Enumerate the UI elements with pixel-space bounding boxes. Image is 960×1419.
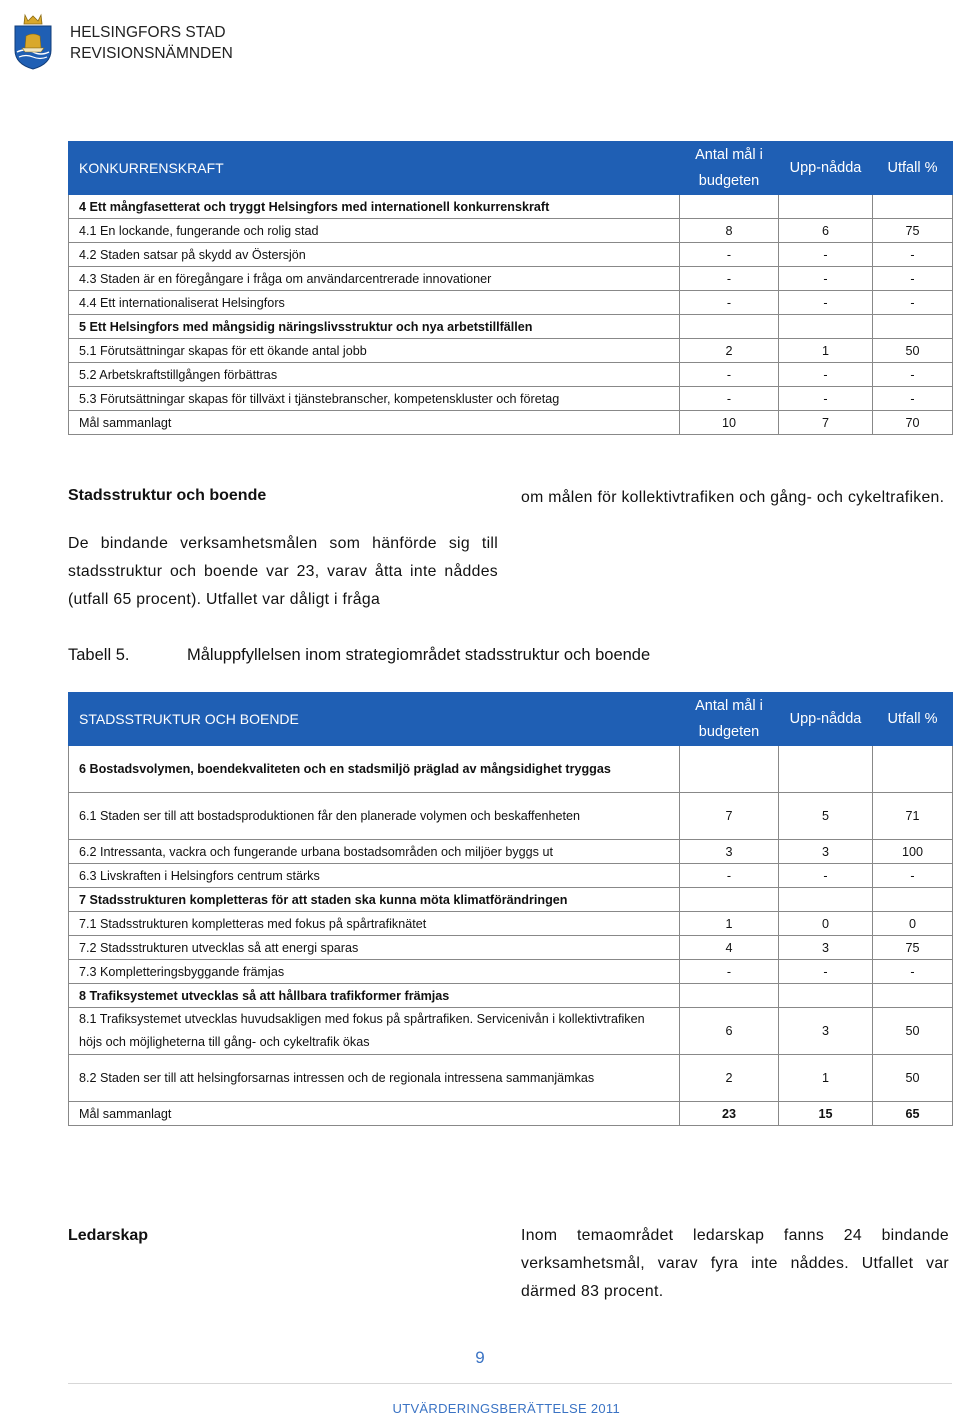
cell-achieved: - xyxy=(779,387,873,411)
cell-outcome: 50 xyxy=(873,1008,953,1055)
goal-label: 7.1 Stadsstrukturen kompletteras med fokus på spårtrafiknätet xyxy=(69,912,680,936)
table-row xyxy=(69,912,953,936)
cell-outcome: - xyxy=(873,363,953,387)
col-header-achieved: Upp-nådda xyxy=(779,142,873,195)
table-row xyxy=(69,1008,953,1055)
cell-budget: 10 xyxy=(680,411,779,435)
goal-label: 4.3 Staden är en föregångare i fråga om användarcentrerade innovationer xyxy=(69,267,680,291)
cell-budget: - xyxy=(680,267,779,291)
table-row xyxy=(69,960,953,984)
cell-budget: 2 xyxy=(680,339,779,363)
table-row xyxy=(69,243,953,267)
cell-achieved: 7 xyxy=(779,411,873,435)
cell-achieved: - xyxy=(779,960,873,984)
total-label: Mål sammanlagt xyxy=(69,1102,680,1126)
paragraph-stadsstruktur-right: om målen för kollektivtrafiken och gång- och cykeltrafiken. xyxy=(521,489,945,506)
cell-achieved: - xyxy=(779,864,873,888)
cell-budget: - xyxy=(680,243,779,267)
table-row xyxy=(69,746,953,793)
goal-label: 4.1 En lockande, fungerande och rolig stad xyxy=(69,219,680,243)
cell-achieved: 3 xyxy=(779,936,873,960)
section-heading-ledarskap: Ledarskap xyxy=(68,1227,149,1244)
goal-label: 7.2 Stadsstrukturen utvecklas så att energi sparas xyxy=(69,936,680,960)
table-caption-label: Tabell 5. xyxy=(68,646,130,664)
goal-label: 4.4 Ett internationaliserat Helsingfors xyxy=(69,291,680,315)
table-row xyxy=(69,195,953,219)
col-header-budget: Antal mål i budgeten xyxy=(680,693,779,746)
page-number: 9 xyxy=(475,1348,485,1367)
paragraph-stadsstruktur-left: De bindande verksamhetsmålen som hänförde sig till stadsstruktur och boende var 23, varav åtta inte nåddes (utfall 65 procent). Utfallet var dåligt i fråga xyxy=(68,535,498,608)
goal-label: 4 Ett mångfasetterat och tryggt Helsingfors med internationell konkurrenskraft xyxy=(69,195,680,219)
cell-achieved: - xyxy=(779,363,873,387)
cell-outcome: 71 xyxy=(873,793,953,840)
table-row xyxy=(69,888,953,912)
goal-label: 6.2 Intressanta, vackra och fungerande urbana bostadsområden och miljöer byggs ut xyxy=(69,840,680,864)
table-row xyxy=(69,864,953,888)
table-konkurrenskraft xyxy=(68,141,953,435)
cell-achieved: 6 xyxy=(779,219,873,243)
cell-budget: 1 xyxy=(680,912,779,936)
cell-outcome: - xyxy=(873,960,953,984)
table-row xyxy=(69,984,953,1008)
table-row xyxy=(69,339,953,363)
cell-outcome: 0 xyxy=(873,912,953,936)
cell-budget: - xyxy=(680,960,779,984)
table-row xyxy=(69,840,953,864)
cell-achieved: 3 xyxy=(779,1008,873,1055)
cell-budget: - xyxy=(680,363,779,387)
table-row xyxy=(69,219,953,243)
cell-achieved: - xyxy=(779,291,873,315)
cell-outcome: 75 xyxy=(873,219,953,243)
table-stadsstruktur xyxy=(68,692,953,1126)
goal-label: 5.1 Förutsättningar skapas för ett ökande antal jobb xyxy=(69,339,680,363)
cell-budget: - xyxy=(680,864,779,888)
org-line-board: REVISIONSNÄMNDEN xyxy=(70,45,233,62)
cell-outcome: 75 xyxy=(873,936,953,960)
paragraph-ledarskap: Inom temaområdet ledarskap fanns 24 bindande verksamhetsmål, varav fyra inte nåddes. Utfallet var därmed 83 procent. xyxy=(521,1227,949,1300)
cell-achieved: - xyxy=(779,267,873,291)
cell-achieved: - xyxy=(779,243,873,267)
goal-label: 5.3 Förutsättningar skapas för tillväxt i tjänstebranscher, kompetenskluster och företag xyxy=(69,387,680,411)
cell-outcome: 50 xyxy=(873,339,953,363)
cell-outcome: - xyxy=(873,267,953,291)
cell-budget: - xyxy=(680,387,779,411)
col-header-budget: Antal mål i budgeten xyxy=(680,142,779,195)
cell-budget: - xyxy=(680,291,779,315)
cell-achieved: 1 xyxy=(779,1055,873,1102)
table-header-row xyxy=(69,693,953,746)
cell-budget: 23 xyxy=(680,1102,779,1126)
cell-outcome: 50 xyxy=(873,1055,953,1102)
goal-label: 7 Stadsstrukturen kompletteras för att staden ska kunna möta klimatförändringen xyxy=(69,888,680,912)
goal-label: 6.1 Staden ser till att bostadsproduktionen får den planerade volymen och beskaffenheten xyxy=(69,793,680,840)
goal-label: 6 Bostadsvolymen, boendekvaliteten och en stadsmiljö präglad av mångsidighet tryggas xyxy=(69,746,680,793)
table-row xyxy=(69,1055,953,1102)
cell-achieved: 0 xyxy=(779,912,873,936)
goal-label: 5.2 Arbetskraftstillgången förbättras xyxy=(69,363,680,387)
cell-achieved: 3 xyxy=(779,840,873,864)
col-header-achieved: Upp-nådda xyxy=(779,693,873,746)
organization-name xyxy=(70,22,233,64)
table-header-row xyxy=(69,142,953,195)
cell-outcome: - xyxy=(873,291,953,315)
cell-budget: 6 xyxy=(680,1008,779,1055)
col-header-outcome: Utfall % xyxy=(873,693,953,746)
table-row xyxy=(69,363,953,387)
cell-outcome: - xyxy=(873,387,953,411)
goal-label: 8 Trafiksystemet utvecklas så att hållbara trafikformer främjas xyxy=(69,984,680,1008)
table-title: KONKURRENSKRAFT xyxy=(69,142,680,195)
cell-outcome: 100 xyxy=(873,840,953,864)
col-header-outcome: Utfall % xyxy=(873,142,953,195)
table-title: STADSSTRUKTUR OCH BOENDE xyxy=(69,693,680,746)
cell-budget: 4 xyxy=(680,936,779,960)
cell-budget: 2 xyxy=(680,1055,779,1102)
org-line-city: HELSINGFORS STAD xyxy=(70,24,226,41)
table-row xyxy=(69,267,953,291)
goal-label: 7.3 Kompletteringsbyggande främjas xyxy=(69,960,680,984)
total-label: Mål sammanlagt xyxy=(69,411,680,435)
footer-title: UTVÄRDERINGSBERÄTTELSE 2011 xyxy=(392,1401,620,1416)
table-total-row xyxy=(69,411,953,435)
table-caption-text: Måluppfyllelsen inom strategiområdet stadsstruktur och boende xyxy=(187,646,651,664)
goal-label: 4.2 Staden satsar på skydd av Östersjön xyxy=(69,243,680,267)
cell-achieved: 5 xyxy=(779,793,873,840)
table-row xyxy=(69,291,953,315)
goal-label: 8.2 Staden ser till att helsingforsarnas intressen och de regionala intressena sammanjämkas xyxy=(69,1055,680,1102)
goal-label: 5 Ett Helsingfors med mångsidig näringslivsstruktur och nya arbetstillfällen xyxy=(69,315,680,339)
cell-budget: 3 xyxy=(680,840,779,864)
table-row xyxy=(69,315,953,339)
table-row xyxy=(69,793,953,840)
cell-budget: 8 xyxy=(680,219,779,243)
cell-outcome: - xyxy=(873,864,953,888)
footer-divider xyxy=(68,1383,952,1384)
cell-outcome: - xyxy=(873,243,953,267)
cell-achieved: 1 xyxy=(779,339,873,363)
cell-outcome: 70 xyxy=(873,411,953,435)
cell-budget: 7 xyxy=(680,793,779,840)
goal-label: 8.1 Trafiksystemet utvecklas huvudsakligen med fokus på spårtrafiken. Servicenivån i kollektivtrafiken höjs och möjligheterna till gång- och cykeltrafik ökas xyxy=(69,1008,680,1055)
goal-label: 6.3 Livskraften i Helsingfors centrum stärks xyxy=(69,864,680,888)
table-total-row xyxy=(69,1102,953,1126)
helsinki-crest-icon xyxy=(12,12,54,70)
cell-outcome: 65 xyxy=(873,1102,953,1126)
cell-achieved: 15 xyxy=(779,1102,873,1126)
section-heading-stadsstruktur: Stadsstruktur och boende xyxy=(68,487,267,504)
table-row xyxy=(69,936,953,960)
table-row xyxy=(69,387,953,411)
